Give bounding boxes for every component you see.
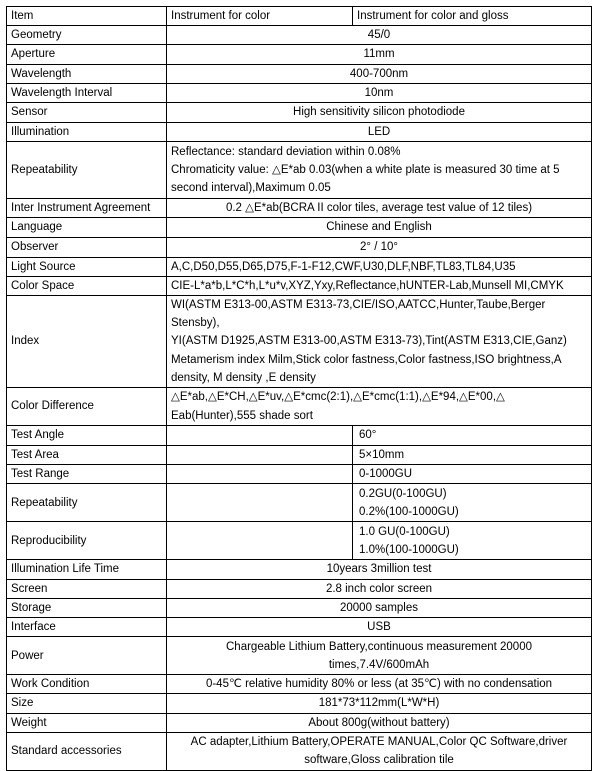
row-label: Reproducibility	[7, 522, 167, 560]
row-label: Language	[7, 218, 167, 237]
row-label: Sensor	[7, 103, 167, 123]
value-line: 1.0 GU(0-100GU)	[359, 525, 450, 538]
row-value: 45/0	[167, 26, 592, 45]
table-row	[7, 579, 592, 598]
table-row	[7, 7, 592, 26]
row-value: 2° / 10°	[167, 237, 592, 257]
empty-cell	[167, 446, 353, 465]
row-label: Geometry	[7, 26, 167, 45]
table-row	[7, 465, 592, 484]
table-row	[7, 426, 592, 446]
value-line: 1.0%(100-1000GU)	[359, 543, 459, 556]
table-row	[7, 713, 592, 732]
row-value: 60°	[353, 426, 592, 446]
row-value	[353, 522, 592, 560]
value-line: AC adapter,Lithium Battery,OPERATE MANUAL,Color QC Software,driver	[190, 736, 568, 749]
row-value: 11mm	[167, 45, 592, 64]
row-value: 181*73*112mm(L*W*H)	[167, 694, 592, 713]
row-label: Color Difference	[7, 388, 167, 426]
value-line: software,Gloss calibration tile	[304, 754, 454, 767]
spec-table	[6, 6, 592, 771]
table-row	[7, 103, 592, 123]
row-label: Repeatability	[7, 484, 167, 522]
table-row	[7, 618, 592, 637]
empty-cell	[167, 522, 353, 560]
table-row	[7, 257, 592, 276]
value-line: Chargeable Lithium Battery,continuous measurement 20000	[226, 640, 532, 653]
table-row	[7, 522, 592, 560]
table-row	[7, 637, 592, 675]
value-line: 0.2GU(0-100GU)	[359, 487, 447, 500]
value-line: YI(ASTM D1925,ASTM E313-00,ASTM E313-73),Tint(ASTM E313,CIE,Ganz)	[171, 335, 567, 348]
row-value: About 800g(without battery)	[167, 713, 592, 732]
row-label: Size	[7, 694, 167, 713]
table-row	[7, 296, 592, 388]
row-value: A,C,D50,D55,D65,D75,F-1-F12,CWF,U30,DLF,NBF,TL83,TL84,U35	[167, 257, 592, 276]
row-label: Index	[7, 296, 167, 388]
row-value: 10nm	[167, 83, 592, 102]
value-line: 0.2%(100-1000GU)	[359, 505, 459, 518]
value-line: second interval),Maximum 0.05	[171, 182, 331, 195]
empty-cell	[167, 484, 353, 522]
row-value	[167, 142, 592, 199]
row-label: Test Angle	[7, 426, 167, 446]
table-row	[7, 199, 592, 218]
row-value: 0-1000GU	[353, 465, 592, 484]
value-line: Eab(Hunter),555 shade sort	[171, 409, 313, 422]
row-label: Aperture	[7, 45, 167, 64]
row-label: Test Range	[7, 465, 167, 484]
row-label: Interface	[7, 618, 167, 637]
row-label: Light Source	[7, 257, 167, 276]
row-label: Inter Instrument Agreement	[7, 199, 167, 218]
row-value: USB	[167, 618, 592, 637]
row-value: 5×10mm	[353, 446, 592, 465]
row-label: Weight	[7, 713, 167, 732]
row-value: 2.8 inch color screen	[167, 579, 592, 598]
table-row	[7, 123, 592, 142]
row-value: 0.2 △E*ab(BCRA II color tiles, average test value of 12 tiles)	[167, 199, 592, 218]
row-value: CIE-L*a*b,L*C*h,L*u*v,XYZ,Yxy,Reflectance,hUNTER-Lab,Munsell MI,CMYK	[167, 276, 592, 295]
row-value	[167, 637, 592, 675]
table-row	[7, 142, 592, 199]
table-row	[7, 732, 592, 770]
table-row	[7, 218, 592, 237]
table-row	[7, 45, 592, 64]
table-row	[7, 484, 592, 522]
row-label: Test Area	[7, 446, 167, 465]
row-value: 20000 samples	[167, 598, 592, 617]
row-value: 0-45℃ relative humidity 80% or less (at 35℃) with no condensation	[167, 675, 592, 694]
row-label: Screen	[7, 579, 167, 598]
table-row	[7, 446, 592, 465]
value-line: times,7.4V/600mAh	[328, 658, 430, 671]
row-value: Chinese and English	[167, 218, 592, 237]
row-value	[167, 732, 592, 770]
table-row	[7, 64, 592, 83]
header-cell-color-gloss: Instrument for color and gloss	[353, 7, 592, 26]
table-row	[7, 237, 592, 257]
empty-cell	[167, 426, 353, 446]
value-line: Reflectance: standard deviation within 0.08%	[171, 145, 401, 158]
row-label: Color Space	[7, 276, 167, 295]
table-row	[7, 675, 592, 694]
value-line: Metamerism index Milm,Stick color fastness,Color fastness,ISO brightness,A	[171, 353, 562, 366]
value-line: △E*ab,△E*CH,△E*uv,△E*cmc(2:1),△E*cmc(1:1),△E*94,△E*00,△	[171, 391, 505, 404]
empty-cell	[167, 465, 353, 484]
row-value	[167, 296, 592, 388]
row-label: Item	[7, 7, 167, 26]
table-row	[7, 598, 592, 617]
value-line: WI(ASTM E313-00,ASTM E313-73,CIE/ISO,AATCC,Hunter,Taube,Berger Stensby),	[171, 299, 546, 330]
row-label: Wavelength	[7, 64, 167, 83]
row-label: Illumination Life Time	[7, 560, 167, 579]
table-row	[7, 276, 592, 295]
table-row	[7, 83, 592, 102]
table-row	[7, 26, 592, 45]
row-value: 10years 3million test	[167, 560, 592, 579]
table-row	[7, 560, 592, 579]
row-label: Storage	[7, 598, 167, 617]
value-line: density, M density ,E density	[171, 371, 316, 384]
row-label: Repeatability	[7, 142, 167, 199]
table-row	[7, 388, 592, 426]
row-value: 400-700nm	[167, 64, 592, 83]
row-value: High sensitivity silicon photodiode	[167, 103, 592, 123]
table-row	[7, 694, 592, 713]
value-line: Chromaticity value: △E*ab 0.03(when a white plate is measured 30 time at 5	[171, 164, 560, 177]
row-label: Power	[7, 637, 167, 675]
row-value: LED	[167, 123, 592, 142]
row-label: Observer	[7, 237, 167, 257]
row-label: Wavelength Interval	[7, 83, 167, 102]
row-label: Illumination	[7, 123, 167, 142]
row-label: Standard accessories	[7, 732, 167, 770]
row-value	[353, 484, 592, 522]
row-label: Work Condition	[7, 675, 167, 694]
row-value	[167, 388, 592, 426]
header-cell-color: Instrument for color	[167, 7, 353, 26]
